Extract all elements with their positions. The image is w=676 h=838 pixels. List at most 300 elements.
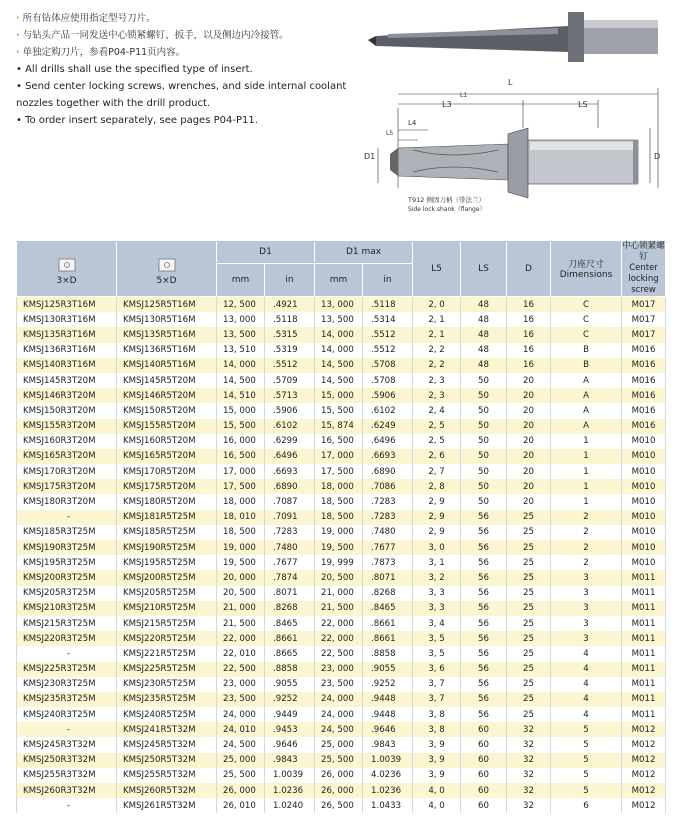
cell-d: 25 [507,570,551,585]
cell-d1max-mm: 18, 500 [315,494,363,509]
cell-screw: M011 [622,601,666,616]
cell-d1max-mm: 14, 000 [315,343,363,358]
cell-d: 20 [507,403,551,418]
cell-d1-mm: 26, 010 [217,798,265,813]
cell-code-5xd: KMSJ150R5T20M [117,403,217,418]
cell-ls: 48 [461,312,507,327]
cell-screw: M017 [622,327,666,342]
cell-code-5xd: KMSJ165R5T20M [117,449,217,464]
cell-code-3xd: KMSJ155R3T20M [17,419,117,434]
cell-ls: 56 [461,692,507,707]
cell-d: 16 [507,358,551,373]
cell-d1max-in: .5118 [363,297,413,313]
cell-code-5xd: KMSJ140R5T16M [117,358,217,373]
dim-L1: L1 [460,92,468,99]
table-row [17,662,666,677]
cell-d1-in: .9449 [265,707,315,722]
table-row [17,555,666,570]
cell-screw: M010 [622,555,666,570]
cell-dimensions: 5 [551,753,622,768]
cell-dimensions: 5 [551,768,622,783]
cell-code-3xd: - [17,722,117,737]
table-row [17,388,666,403]
cell-l5: 3, 1 [413,555,461,570]
header-dimensions: 刀座尺寸 Dimensions [551,241,622,297]
cell-d1max-in: .8661 [363,631,413,646]
cell-d1max-in: .7677 [363,540,413,555]
cell-dimensions: 3 [551,616,622,631]
table-row [17,540,666,555]
cell-code-5xd: KMSJ181R5T25M [117,510,217,525]
cell-d1-mm: 13, 500 [217,327,265,342]
cell-d1-mm: 14, 510 [217,388,265,403]
cell-dimensions: 4 [551,646,622,661]
cell-d1-in: .6890 [265,479,315,494]
cell-ls: 56 [461,555,507,570]
cell-ls: 48 [461,343,507,358]
cell-d: 25 [507,662,551,677]
cell-dimensions: 3 [551,631,622,646]
cell-d1max-mm: 18, 500 [315,510,363,525]
cell-d1max-in: .7873 [363,555,413,570]
cell-dimensions: 3 [551,570,622,585]
cell-screw: M016 [622,343,666,358]
cell-l5: 3, 6 [413,662,461,677]
cell-code-5xd: KMSJ170R5T20M [117,464,217,479]
cell-code-5xd: KMSJ160R5T20M [117,434,217,449]
cell-code-5xd: KMSJ240R5T25M [117,707,217,722]
drill-spec-table [16,240,666,813]
cell-d1-in: .8465 [265,616,315,631]
cell-d1-mm: 25, 500 [217,768,265,783]
cell-d1max-in: .9448 [363,692,413,707]
cell-code-3xd: - [17,798,117,813]
cell-d1max-mm: 26, 500 [315,798,363,813]
cell-d1-in: .6496 [265,449,315,464]
cell-code-3xd: KMSJ170R3T20M [17,464,117,479]
cell-l5: 2, 9 [413,525,461,540]
cell-screw: M011 [622,707,666,722]
cell-ls: 50 [461,388,507,403]
cell-ls: 60 [461,783,507,798]
cell-d: 20 [507,449,551,464]
cell-d1max-mm: 17, 000 [315,449,363,464]
cell-l5: 3, 8 [413,707,461,722]
cell-code-5xd: KMSJ136R5T16M [117,343,217,358]
cell-d1max-mm: 26, 000 [315,783,363,798]
cell-d1-in: .5713 [265,388,315,403]
cell-dimensions: C [551,312,622,327]
cell-dimensions: 2 [551,540,622,555]
cell-d1max-in: .8465 [363,601,413,616]
cell-ls: 56 [461,707,507,722]
table-row [17,753,666,768]
cell-d1-mm: 13, 510 [217,343,265,358]
cell-ls: 50 [461,373,507,388]
cell-d1max-in: .7480 [363,525,413,540]
table-row [17,768,666,783]
cell-dimensions: 3 [551,586,622,601]
cell-d1max-in: .9055 [363,662,413,677]
cell-d1max-mm: 14, 000 [315,327,363,342]
cell-screw: M011 [622,662,666,677]
header-5xd: 5×D [117,241,217,297]
note-cn-3: · 单独定购刀片，参看P04-P11页内容。 [16,47,186,58]
cell-dimensions: A [551,403,622,418]
cell-d1max-in: 1.0433 [363,798,413,813]
cell-l5: 2, 9 [413,494,461,509]
cell-code-3xd: KMSJ175R3T20M [17,479,117,494]
cell-code-3xd: KMSJ135R3T16M [17,327,117,342]
cell-dimensions: 4 [551,677,622,692]
cell-code-3xd: KMSJ260R3T32M [17,783,117,798]
cell-code-5xd: KMSJ255R5T32M [117,768,217,783]
cell-d: 32 [507,737,551,752]
cell-d1-in: .8858 [265,662,315,677]
note-en-1: • All drills shall use the specified type of insert. [16,64,253,75]
cell-d: 25 [507,646,551,661]
cell-l5: 2, 2 [413,343,461,358]
cell-code-3xd: KMSJ200R3T25M [17,570,117,585]
cell-d1max-mm: 22, 000 [315,616,363,631]
cell-l5: 2, 5 [413,419,461,434]
cell-screw: M010 [622,434,666,449]
cell-screw: M010 [622,525,666,540]
cell-d1max-mm: 14, 500 [315,373,363,388]
cell-d1max-in: .6249 [363,419,413,434]
table-row [17,297,666,313]
cell-d1-mm: 22, 010 [217,646,265,661]
cell-d1max-in: .6693 [363,449,413,464]
cell-code-5xd: KMSJ235R5T25M [117,692,217,707]
cell-d1max-in: .9448 [363,707,413,722]
cell-d1max-in: .5512 [363,327,413,342]
table-body [17,297,666,814]
table-row [17,343,666,358]
table-row [17,570,666,585]
cell-dimensions: 1 [551,449,622,464]
cell-d1max-mm: 13, 000 [315,297,363,313]
cell-d1max-mm: 19, 999 [315,555,363,570]
cell-dimensions: 5 [551,783,622,798]
cell-code-3xd: KMSJ150R3T20M [17,403,117,418]
dim-D: D [654,152,661,161]
cell-d: 20 [507,388,551,403]
cell-code-3xd: KMSJ240R3T25M [17,707,117,722]
cell-d1-in: .8661 [265,631,315,646]
cell-d1max-mm: 14, 500 [315,358,363,373]
cell-d: 20 [507,479,551,494]
cell-l5: 2, 2 [413,358,461,373]
header-d1-mm: mm [217,263,265,296]
dim-D1: D1 [364,152,376,161]
cell-code-5xd: KMSJ135R5T16M [117,327,217,342]
drill-body [390,128,638,198]
cell-dimensions: 3 [551,601,622,616]
cell-d: 16 [507,297,551,313]
cell-dimensions: 4 [551,662,622,677]
cell-ls: 60 [461,737,507,752]
cell-d1-in: 1.0236 [265,783,315,798]
cell-dimensions: 5 [551,737,622,752]
cell-d1-mm: 19, 500 [217,555,265,570]
cell-ls: 50 [461,464,507,479]
cell-d1-in: .7677 [265,555,315,570]
cell-d1-mm: 18, 010 [217,510,265,525]
cell-ls: 56 [461,662,507,677]
table-row [17,373,666,388]
cell-code-5xd: KMSJ225R5T25M [117,662,217,677]
cell-l5: 2, 4 [413,403,461,418]
cell-ls: 56 [461,510,507,525]
cell-dimensions: 1 [551,494,622,509]
table-row [17,677,666,692]
cell-d1max-mm: 22, 000 [315,631,363,646]
cell-d1max-mm: 18, 000 [315,479,363,494]
drill-photo [368,12,658,62]
cell-d1max-in: .5708 [363,373,413,388]
cell-code-3xd: KMSJ185R3T25M [17,525,117,540]
cell-d1max-in: .5906 [363,388,413,403]
cell-d: 20 [507,494,551,509]
cell-screw: M011 [622,692,666,707]
cell-d1-in: .9252 [265,692,315,707]
cell-d1max-mm: 23, 000 [315,662,363,677]
cell-d1-in: .9453 [265,722,315,737]
cell-code-5xd: KMSJ125R5T16M [117,297,217,313]
cell-d: 32 [507,768,551,783]
table-row [17,464,666,479]
cell-ls: 48 [461,358,507,373]
cell-d: 25 [507,677,551,692]
drawing-caption-cn: T912 侧固刀柄（带法兰） [408,196,485,204]
table-row [17,692,666,707]
cell-d1-in: 1.0240 [265,798,315,813]
cell-code-5xd: KMSJ220R5T25M [117,631,217,646]
cell-d1-in: .9646 [265,737,315,752]
cell-d1-mm: 22, 500 [217,662,265,677]
cell-screw: M011 [622,570,666,585]
cell-l5: 3, 5 [413,631,461,646]
cell-screw: M011 [622,586,666,601]
table-row [17,327,666,342]
cell-code-3xd: KMSJ225R3T25M [17,662,117,677]
cell-d1-mm: 13, 000 [217,312,265,327]
cell-l5: 3, 3 [413,586,461,601]
cell-d1max-mm: 22, 500 [315,646,363,661]
cell-d1max-in: .6890 [363,464,413,479]
cell-code-5xd: KMSJ200R5T25M [117,570,217,585]
cell-code-3xd: KMSJ180R3T20M [17,494,117,509]
cell-l5: 3, 2 [413,570,461,585]
cell-d1-mm: 22, 000 [217,631,265,646]
cell-code-5xd: KMSJ205R5T25M [117,586,217,601]
cell-d1max-in: .9646 [363,722,413,737]
cell-code-5xd: KMSJ241R5T32M [117,722,217,737]
cell-code-5xd: KMSJ195R5T25M [117,555,217,570]
cell-l5: 2, 1 [413,327,461,342]
cell-code-3xd: KMSJ220R3T25M [17,631,117,646]
cell-d1-in: .5906 [265,403,315,418]
cell-ls: 60 [461,798,507,813]
cell-ls: 60 [461,753,507,768]
cell-code-3xd: KMSJ210R3T25M [17,601,117,616]
cell-dimensions: 1 [551,434,622,449]
cell-d: 20 [507,419,551,434]
cell-l5: 3, 4 [413,616,461,631]
header-3xd: 3×D [17,241,117,297]
cell-l5: 3, 5 [413,646,461,661]
cell-d1max-in: 1.0039 [363,753,413,768]
cell-d1max-mm: 24, 000 [315,707,363,722]
cell-screw: M016 [622,358,666,373]
cell-d1-mm: 17, 000 [217,464,265,479]
cell-d: 25 [507,692,551,707]
header-d1max: D1 max [315,241,413,264]
cell-l5: 3, 3 [413,601,461,616]
cell-code-3xd: KMSJ215R3T25M [17,616,117,631]
cell-dimensions: 2 [551,525,622,540]
cell-code-3xd: KMSJ145R3T20M [17,373,117,388]
cell-d1max-mm: 15, 500 [315,403,363,418]
note-en-2: • Send center locking screws, wrenches, and side internal coolant nozzles together with the drill product. [16,81,347,109]
cell-screw: M011 [622,631,666,646]
cell-l5: 2, 6 [413,449,461,464]
cell-screw: M010 [622,464,666,479]
cell-d1-mm: 20, 500 [217,586,265,601]
cell-l5: 3, 8 [413,722,461,737]
cell-d1-mm: 23, 000 [217,677,265,692]
cell-dimensions: A [551,419,622,434]
cell-d: 25 [507,555,551,570]
cell-d: 20 [507,464,551,479]
cell-d1-mm: 23, 500 [217,692,265,707]
cell-ls: 50 [461,449,507,464]
cell-dimensions: C [551,327,622,342]
cell-code-5xd: KMSJ210R5T25M [117,601,217,616]
cell-code-3xd: KMSJ125R3T16M [17,297,117,313]
cell-code-3xd: KMSJ245R3T32M [17,737,117,752]
cell-code-5xd: KMSJ145R5T20M [117,373,217,388]
cell-ls: 56 [461,540,507,555]
cell-dimensions: A [551,388,622,403]
cell-d1max-mm: 21, 500 [315,601,363,616]
cell-screw: M016 [622,419,666,434]
cell-d1-in: .8665 [265,646,315,661]
header-screw: 中心锁紧螺钉 Center locking screw [622,241,665,295]
header-d1max-in: in [363,263,413,296]
cell-d1max-mm: 19, 000 [315,525,363,540]
cell-ls: 60 [461,768,507,783]
cell-screw: M011 [622,646,666,661]
dim-LS: LS [578,100,588,109]
cell-d1-mm: 14, 000 [217,358,265,373]
cell-d1max-mm: 17, 500 [315,464,363,479]
cell-code-5xd: KMSJ250R5T32M [117,753,217,768]
cell-l5: 2, 0 [413,297,461,313]
cell-d1-in: .7087 [265,494,315,509]
cell-code-5xd: KMSJ261R5T32M [117,798,217,813]
note-en-3: • To order insert separately, see pages P04-P11. [16,115,258,126]
cell-d1-mm: 18, 500 [217,525,265,540]
cell-code-5xd: KMSJ230R5T25M [117,677,217,692]
cell-ls: 56 [461,616,507,631]
cell-d1max-mm: 15, 000 [315,388,363,403]
cell-l5: 4, 0 [413,798,461,813]
cell-d1max-in: .9252 [363,677,413,692]
cell-code-5xd: KMSJ146R5T20M [117,388,217,403]
cell-screw: M010 [622,540,666,555]
cell-d: 25 [507,601,551,616]
cell-l5: 2, 5 [413,434,461,449]
table-row [17,601,666,616]
cell-l5: 4, 0 [413,783,461,798]
table-row [17,449,666,464]
cell-screw: M017 [622,297,666,313]
cell-screw: M016 [622,403,666,418]
cell-code-3xd: KMSJ136R3T16M [17,343,117,358]
table-row [17,737,666,752]
cell-screw: M010 [622,510,666,525]
dim-L4: L4 [408,119,417,127]
header-d: D [507,241,551,297]
cell-d1max-in: .5512 [363,343,413,358]
cell-d1-in: .8268 [265,601,315,616]
cell-d1max-in: 1.0236 [363,783,413,798]
cell-d: 32 [507,722,551,737]
header-ls: LS [461,241,507,297]
cell-screw: M011 [622,616,666,631]
cell-d1max-mm: 16, 500 [315,434,363,449]
cell-d1-in: .5319 [265,343,315,358]
cell-d1-in: 1.0039 [265,768,315,783]
cell-d1-mm: 17, 500 [217,479,265,494]
cell-ls: 60 [461,722,507,737]
cell-d: 25 [507,631,551,646]
note-cn-1: · 所有钻体应使用指定型号刀片。 [16,13,156,24]
cell-d1-in: .4921 [265,297,315,313]
cell-code-3xd: KMSJ195R3T25M [17,555,117,570]
cell-d1-in: .9055 [265,677,315,692]
cell-code-3xd: KMSJ140R3T16M [17,358,117,373]
cell-l5: 2, 3 [413,388,461,403]
table-row [17,722,666,737]
cell-d1-mm: 19, 000 [217,540,265,555]
cell-ls: 56 [461,631,507,646]
dim-L3: L3 [442,100,452,109]
cell-screw: M012 [622,798,666,813]
cell-d1-mm: 24, 500 [217,737,265,752]
cell-code-3xd: KMSJ130R3T16M [17,312,117,327]
cell-dimensions: A [551,373,622,388]
table-row [17,494,666,509]
cell-d: 20 [507,434,551,449]
table-row [17,707,666,722]
cell-d: 16 [507,327,551,342]
cell-d1max-in: .6102 [363,403,413,418]
cell-code-5xd: KMSJ215R5T25M [117,616,217,631]
cell-code-3xd: KMSJ160R3T20M [17,434,117,449]
cell-code-5xd: KMSJ260R5T32M [117,783,217,798]
cell-d1-in: .7480 [265,540,315,555]
cell-code-3xd: KMSJ146R3T20M [17,388,117,403]
cell-d1-in: .6102 [265,419,315,434]
cell-ls: 56 [461,646,507,661]
cell-ls: 50 [461,419,507,434]
cell-code-3xd: KMSJ235R3T25M [17,692,117,707]
cell-d1-mm: 18, 000 [217,494,265,509]
cell-ls: 56 [461,601,507,616]
